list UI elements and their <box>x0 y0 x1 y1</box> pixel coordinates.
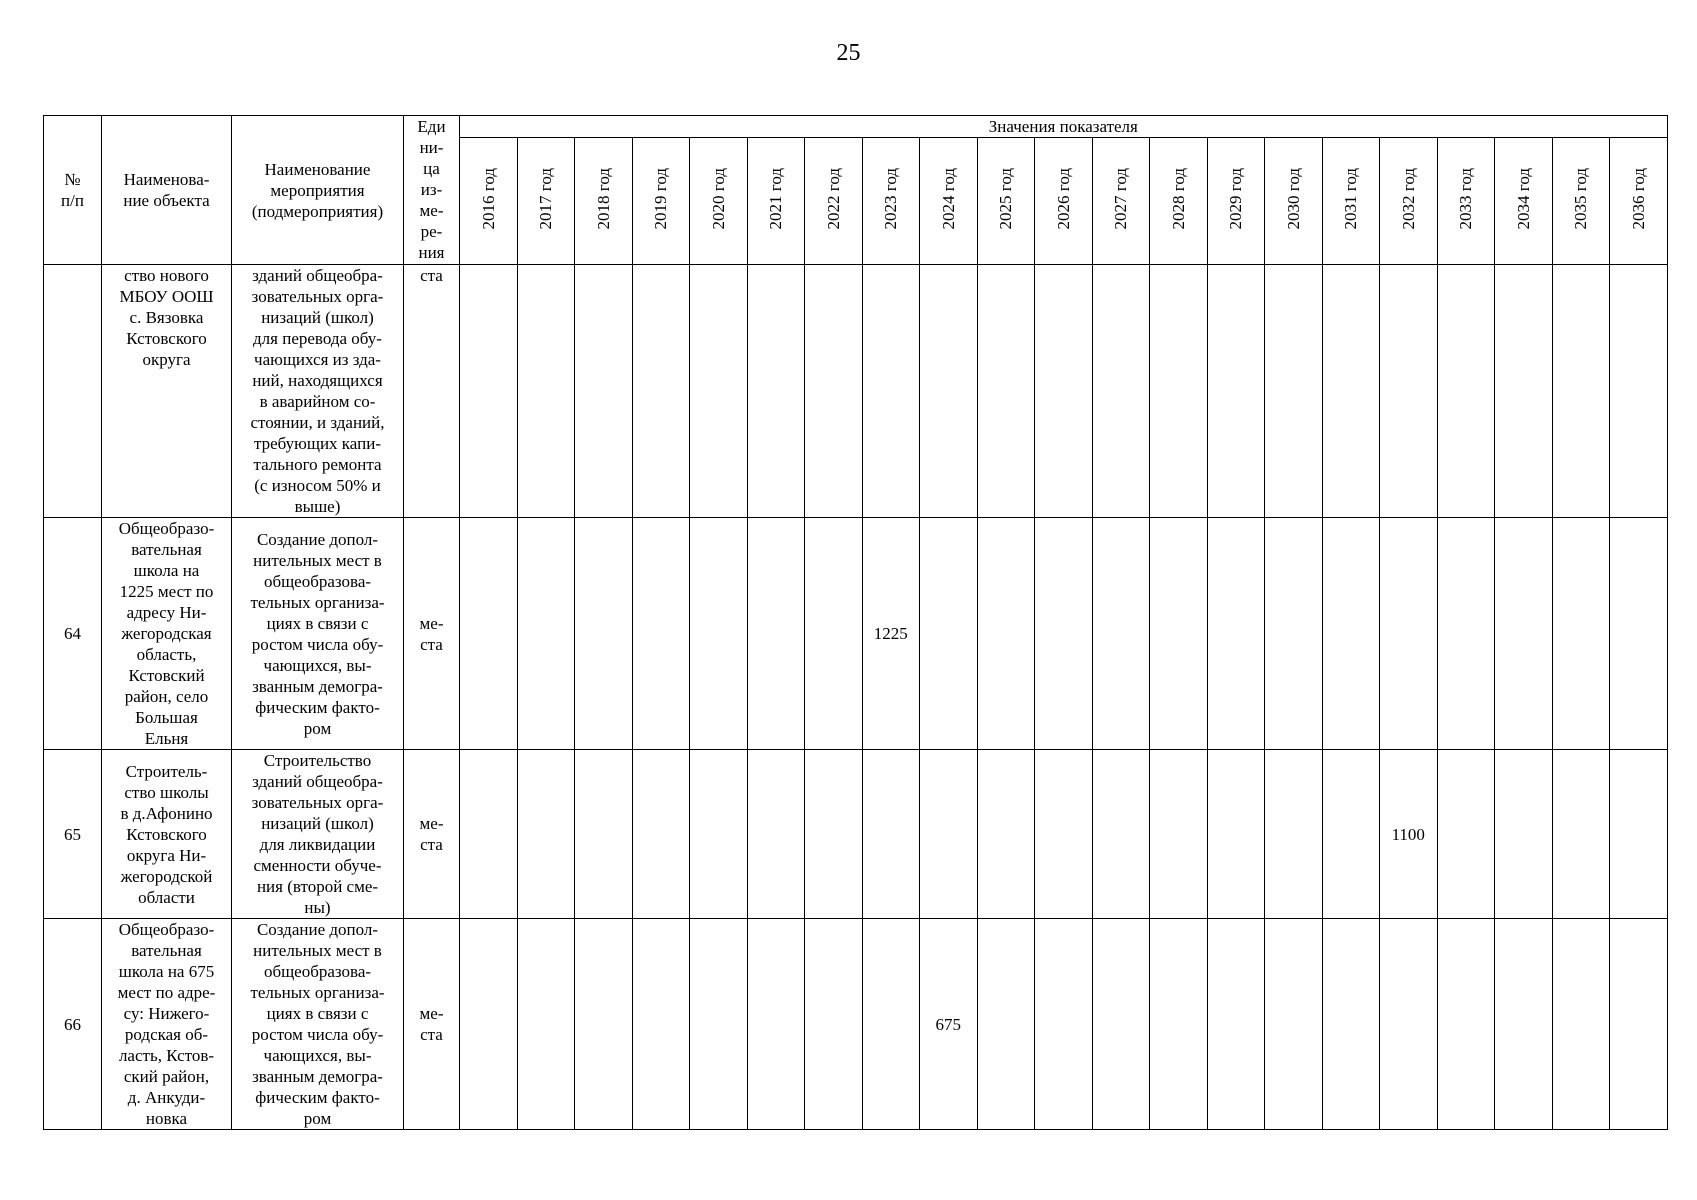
value-cell <box>1495 750 1553 919</box>
value-cell <box>1610 518 1668 750</box>
year-header <box>977 138 1035 265</box>
value-cell <box>747 518 805 750</box>
value-cell <box>1552 919 1610 1130</box>
value-cell <box>632 750 690 919</box>
value-cell <box>1437 518 1495 750</box>
year-header <box>1495 138 1553 265</box>
year-header <box>747 138 805 265</box>
value-cell <box>1380 919 1438 1130</box>
row-number <box>44 265 102 518</box>
year-label: 2034 год <box>1513 167 1533 230</box>
value-cell <box>1150 919 1208 1130</box>
year-label: 2016 год <box>478 167 498 230</box>
value-cell <box>1207 750 1265 919</box>
value-cell <box>1495 265 1553 518</box>
value-cell <box>517 750 575 919</box>
row-number: 66 <box>44 919 102 1130</box>
unit-cell: ста <box>404 265 460 518</box>
value-cell <box>1207 518 1265 750</box>
value-cell <box>862 750 920 919</box>
value-cell <box>1495 919 1553 1130</box>
year-label: 2028 год <box>1168 167 1188 230</box>
year-header <box>1380 138 1438 265</box>
year-header <box>1552 138 1610 265</box>
value-cell <box>1150 265 1208 518</box>
value-cell <box>1610 750 1668 919</box>
year-header <box>1207 138 1265 265</box>
year-header <box>460 138 518 265</box>
value-cell <box>977 518 1035 750</box>
year-header <box>1035 138 1093 265</box>
year-label: 2036 год <box>1628 167 1648 230</box>
value-cell <box>1495 518 1553 750</box>
value-cell <box>1092 518 1150 750</box>
year-label: 2032 год <box>1398 167 1418 230</box>
unit-cell: ме- ста <box>404 919 460 1130</box>
year-header <box>690 138 748 265</box>
year-label: 2035 год <box>1571 167 1591 230</box>
year-header <box>517 138 575 265</box>
value-cell <box>1035 750 1093 919</box>
value-cell <box>1610 919 1668 1130</box>
value-cell <box>632 919 690 1130</box>
year-label: 2025 год <box>996 167 1016 230</box>
value-cell: 1100 <box>1380 750 1438 919</box>
value-cell <box>920 750 978 919</box>
year-label: 2019 год <box>651 167 671 230</box>
year-label: 2021 год <box>766 167 786 230</box>
col-header-object: Наименова- ние объекта <box>102 116 232 265</box>
value-cell <box>1552 265 1610 518</box>
value-cell <box>460 750 518 919</box>
unit-cell: ме- ста <box>404 750 460 919</box>
value-cell <box>632 265 690 518</box>
value-cell <box>690 750 748 919</box>
value-cell <box>1265 919 1323 1130</box>
year-label: 2031 год <box>1341 167 1361 230</box>
value-cell <box>1380 265 1438 518</box>
value-cell <box>1322 750 1380 919</box>
value-cell <box>1092 750 1150 919</box>
value-cell <box>1035 919 1093 1130</box>
year-label: 2027 год <box>1111 167 1131 230</box>
value-cell <box>1322 518 1380 750</box>
year-header <box>1322 138 1380 265</box>
value-cell <box>1322 919 1380 1130</box>
object-name: Строитель- ство школы в д.Афонино Кстовского округа Ни- жегородской области <box>102 750 232 919</box>
value-cell <box>1092 919 1150 1130</box>
row-number: 64 <box>44 518 102 750</box>
value-cell <box>805 919 863 1130</box>
year-label: 2017 год <box>536 167 556 230</box>
value-cell <box>1437 750 1495 919</box>
unit-cell: ме- ста <box>404 518 460 750</box>
year-label: 2018 год <box>593 167 613 230</box>
value-cell <box>460 265 518 518</box>
value-cell <box>1610 265 1668 518</box>
year-header <box>1265 138 1323 265</box>
value-cell <box>575 919 633 1130</box>
year-label: 2024 год <box>938 167 958 230</box>
value-cell <box>517 919 575 1130</box>
value-cell <box>517 518 575 750</box>
value-cell <box>1437 919 1495 1130</box>
row-number: 65 <box>44 750 102 919</box>
page-number: 25 <box>836 40 861 66</box>
col-header-num: № п/п <box>44 116 102 265</box>
col-header-values: Значения показателя <box>460 116 1668 138</box>
col-header-unit: Еди ни- ца из- ме- ре- ния <box>404 116 460 265</box>
year-header <box>1610 138 1668 265</box>
table-row <box>44 750 1668 919</box>
year-header <box>1437 138 1495 265</box>
value-cell <box>460 919 518 1130</box>
value-cell: 1225 <box>862 518 920 750</box>
event-name: Создание допол- нительных мест в общеобразова- тельных организа- циях в связи с ростом числа обу- чающихся, вы- званным демогра- фическим факто- ром <box>232 518 404 750</box>
object-name: Общеобразо- вательная школа на 675 мест по адре- су: Нижего- родская об- ласть, Кстов- ский район, д. Анкуди- новка <box>102 919 232 1130</box>
object-name: ство нового МБОУ ООШ с. Вязовка Кстовского округа <box>102 265 232 518</box>
value-cell <box>690 265 748 518</box>
value-cell <box>1207 919 1265 1130</box>
value-cell <box>1150 750 1208 919</box>
year-header <box>805 138 863 265</box>
value-cell <box>1265 750 1323 919</box>
value-cell <box>1552 518 1610 750</box>
object-name: Общеобразо- вательная школа на 1225 мест по адресу Ни- жегородская область, Кстовский район, село Большая Ельня <box>102 518 232 750</box>
value-cell <box>1552 750 1610 919</box>
value-cell <box>690 919 748 1130</box>
value-cell <box>1265 518 1323 750</box>
value-cell <box>805 265 863 518</box>
value-cell <box>632 518 690 750</box>
value-cell <box>517 265 575 518</box>
table-row <box>44 518 1668 750</box>
value-cell <box>747 265 805 518</box>
value-cell <box>1150 518 1208 750</box>
value-cell <box>1265 265 1323 518</box>
event-name: Создание допол- нительных мест в общеобразова- тельных организа- циях в связи с ростом числа обу- чающихся, вы- званным демогра- фическим факто- ром <box>232 919 404 1130</box>
value-cell <box>575 750 633 919</box>
value-cell <box>862 265 920 518</box>
year-header <box>575 138 633 265</box>
value-cell <box>805 750 863 919</box>
value-cell <box>1322 265 1380 518</box>
value-cell <box>1380 518 1438 750</box>
value-cell <box>575 265 633 518</box>
year-label: 2029 год <box>1226 167 1246 230</box>
year-label: 2030 год <box>1283 167 1303 230</box>
value-cell <box>920 518 978 750</box>
value-cell <box>747 919 805 1130</box>
value-cell <box>920 265 978 518</box>
year-label: 2026 год <box>1053 167 1073 230</box>
year-label: 2022 год <box>823 167 843 230</box>
value-cell <box>1437 265 1495 518</box>
event-name: Строительство зданий общеобра- зовательных орга- низаций (школ) для ликвидации сменности обуче- ния (второй сме- ны) <box>232 750 404 919</box>
year-label: 2020 год <box>708 167 728 230</box>
year-header <box>1150 138 1208 265</box>
value-cell: 675 <box>920 919 978 1130</box>
value-cell <box>977 265 1035 518</box>
value-cell <box>977 750 1035 919</box>
value-cell <box>977 919 1035 1130</box>
year-label: 2033 год <box>1456 167 1476 230</box>
col-header-event: Наименование мероприятия (подмероприятия) <box>232 116 404 265</box>
value-cell <box>1035 265 1093 518</box>
value-cell <box>575 518 633 750</box>
year-header <box>862 138 920 265</box>
year-label: 2023 год <box>881 167 901 230</box>
value-cell <box>1092 265 1150 518</box>
value-cell <box>690 518 748 750</box>
year-header <box>1092 138 1150 265</box>
value-cell <box>747 750 805 919</box>
value-cell <box>862 919 920 1130</box>
value-cell <box>1035 518 1093 750</box>
year-header <box>920 138 978 265</box>
value-cell <box>805 518 863 750</box>
table-row <box>44 265 1668 518</box>
indicator-table <box>43 115 1668 1130</box>
value-cell <box>1207 265 1265 518</box>
event-name: зданий общеобра- зовательных орга- низаций (школ) для перевода обу- чающихся из зда- ний, находящихся в аварийном со- стоянии, и зданий, требующих капи- тального ремонта (с износом 50% и выше) <box>232 265 404 518</box>
value-cell <box>460 518 518 750</box>
table-row <box>44 919 1668 1130</box>
year-header <box>632 138 690 265</box>
